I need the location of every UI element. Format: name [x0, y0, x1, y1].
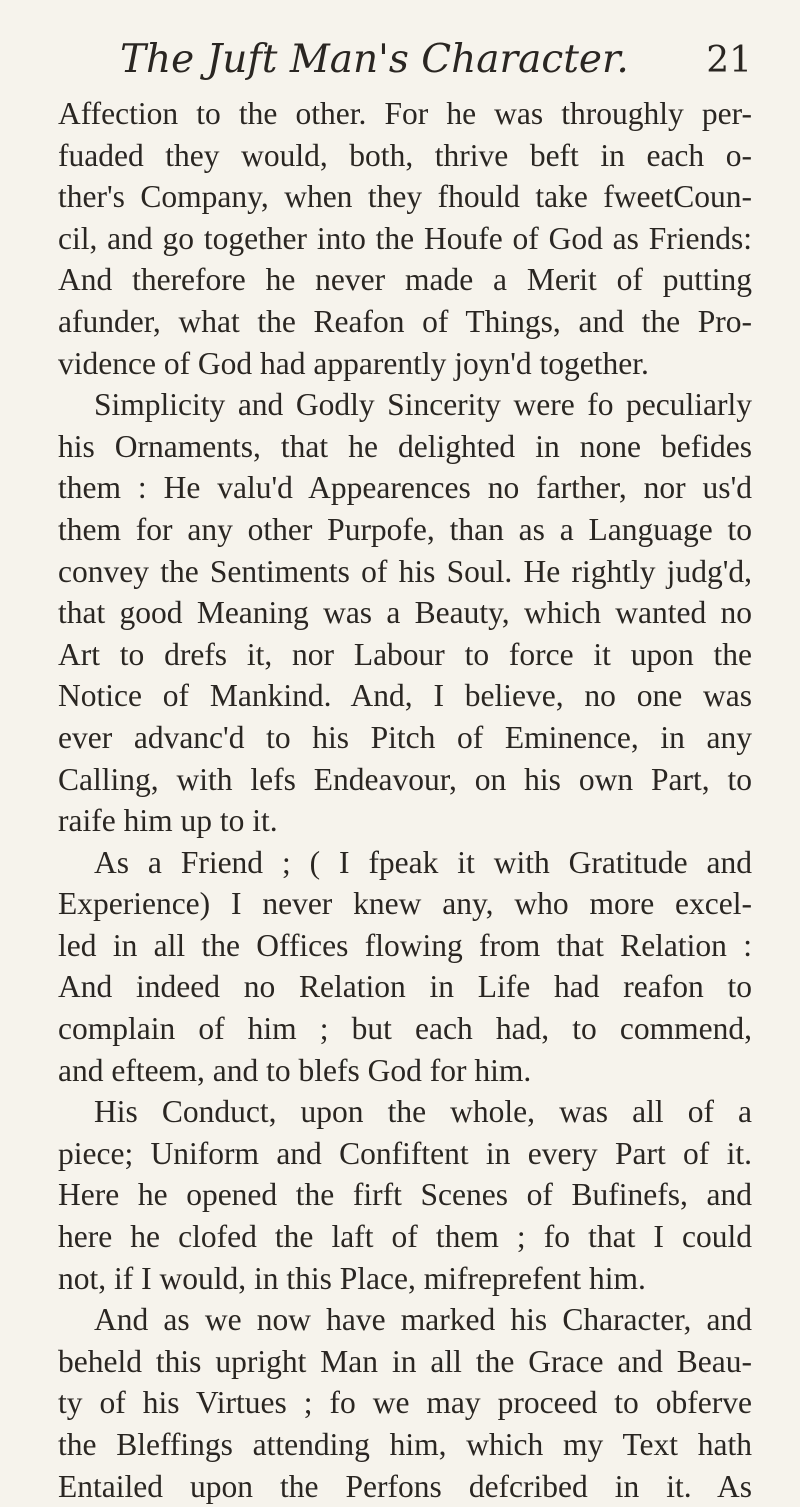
text-line: And therefore he never made a Merit of putting: [58, 262, 752, 298]
text-line: the Bleffings attending him, which my Text hath: [58, 1427, 752, 1462]
text-line: afunder, what the Reafon of Things, and the Pro-: [58, 303, 752, 339]
text-line: Art to drefs it, nor Labour to force it upon the: [58, 636, 752, 672]
running-title: The Juft Man's Character.: [120, 37, 629, 82]
text-line: Entailed upon the Perfons defcribed in it. As: [58, 1468, 752, 1504]
text-line: Affection to the other. For he was throughly per-: [58, 96, 752, 131]
text-line: raife him up to it.: [58, 803, 278, 839]
page-number: 21: [706, 40, 752, 81]
text-line: piece; Uniform and Confiftent in every Part of it.: [58, 1135, 752, 1171]
text-line: here he clofed the laft of them ; fo that I could: [58, 1219, 752, 1255]
text-line: convey the Sentiments of his Soul. He rightly judg'd,: [58, 553, 752, 589]
text-line: led in all the Offices flowing from that Relation :: [58, 927, 752, 963]
text-line: not, if I would, in this Place, mifreprefent him.: [58, 1260, 646, 1296]
text-line: And as we now have marked his Character, and: [94, 1302, 752, 1338]
text-line: complain of him ; but each had, to commend,: [58, 1011, 752, 1047]
text-line: Here he opened the firft Scenes of Bufinefs, and: [58, 1177, 752, 1213]
text-line: His Conduct, upon the whole, was all of a: [94, 1094, 752, 1130]
text-line: Experience) I never knew any, who more excel-: [58, 886, 752, 922]
body-text: [58, 93, 752, 1507]
text-line: Calling, with lefs Endeavour, on his own Part, to: [58, 761, 752, 797]
text-line: fuaded they would, both, thrive beft in each o-: [58, 137, 752, 173]
text-line: Notice of Mankind. And, I believe, no one was: [58, 678, 752, 714]
text-line: and efteem, and to blefs God for him.: [58, 1052, 532, 1088]
running-head: [120, 38, 752, 83]
text-line: And indeed no Relation in Life had reafon to: [58, 969, 752, 1005]
text-line: his Ornaments, that he delighted in none befides: [58, 428, 752, 464]
text-line: them for any other Purpofe, than as a Language to: [58, 511, 752, 547]
text-line: ever advanc'd to his Pitch of Eminence, in any: [58, 719, 752, 755]
text-line: them : He valu'd Appearences no farther, nor us'd: [58, 470, 752, 506]
text-line: ther's Company, when they fhould take fweetCoun-: [58, 179, 752, 215]
text-line: that good Meaning was a Beauty, which wanted no: [58, 595, 752, 631]
text-line: Simplicity and Godly Sincerity were fo peculiarly: [94, 387, 752, 423]
text-line: vidence of God had apparently joyn'd together.: [58, 345, 649, 381]
text-line: beheld this upright Man in all the Grace and Beau-: [58, 1343, 752, 1379]
text-line: cil, and go together into the Houfe of God as Friends:: [58, 220, 752, 256]
text-line: ty of his Virtues ; fo we may proceed to obferve: [58, 1385, 752, 1421]
text-line: As a Friend ; ( I fpeak it with Gratitude and: [94, 844, 752, 880]
